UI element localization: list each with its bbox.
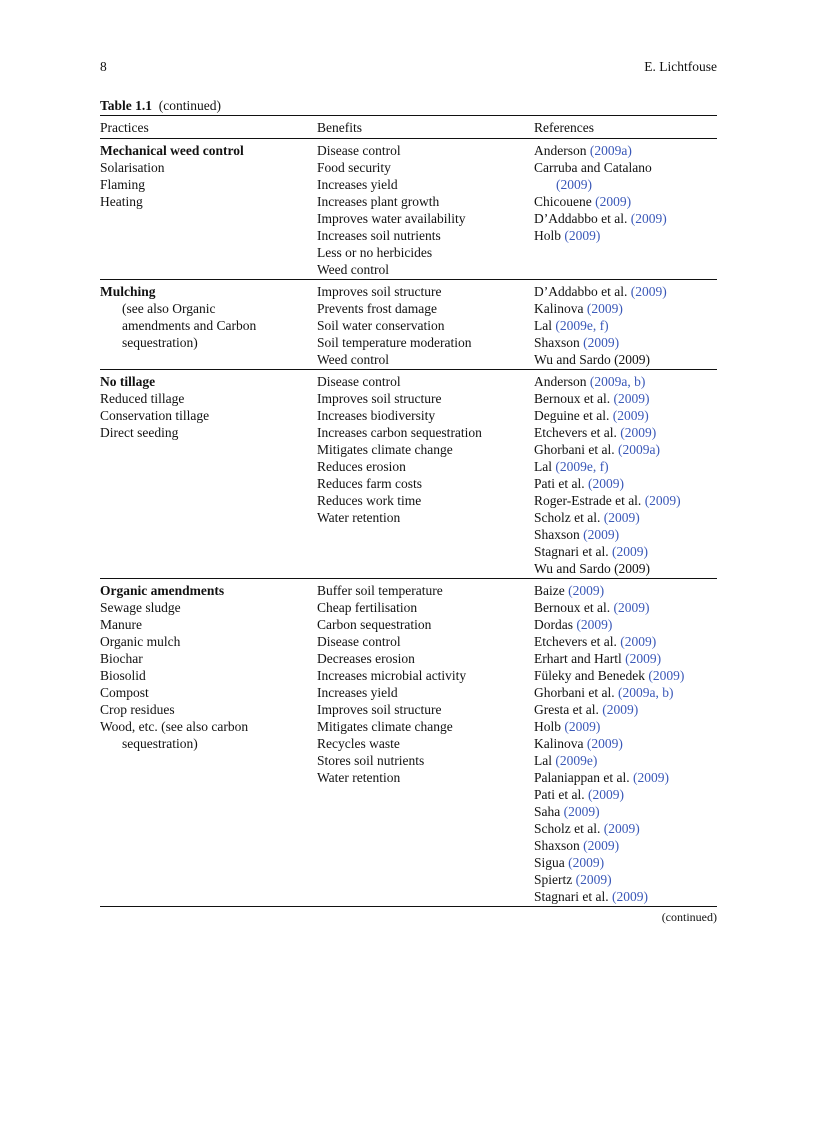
reference-item <box>534 820 717 837</box>
reference-year-link[interactable]: (2009) <box>648 668 685 683</box>
reference-author: Lal <box>534 459 556 474</box>
page-number: 8 <box>100 59 107 74</box>
reference-item <box>534 492 717 509</box>
table-footer <box>100 907 717 927</box>
column-header-references: References <box>534 120 594 135</box>
reference-author: Kalinova <box>534 736 587 751</box>
running-head <box>100 59 717 75</box>
reference-year-link[interactable]: (2009e) <box>555 753 598 768</box>
reference-author: Dordas <box>534 617 577 632</box>
reference-year-link[interactable]: (2009e, f) <box>555 318 609 333</box>
reference-item <box>534 142 717 159</box>
author-name: E. Lichtfouse <box>644 59 717 74</box>
references-cell <box>534 582 717 905</box>
practice-item: sequestration) <box>122 736 198 751</box>
reference-year-link[interactable]: (2009) <box>630 284 667 299</box>
practice-item: Compost <box>100 685 149 700</box>
reference-author: Deguine et al. <box>534 408 613 423</box>
practice-item: Conservation tillage <box>100 408 210 423</box>
benefit-item: Mitigates climate change <box>317 442 453 457</box>
reference-author: Roger-Estrade et al. <box>534 493 645 508</box>
benefits-cell <box>317 582 534 905</box>
reference-year-link[interactable]: (2009) <box>556 177 592 192</box>
references-cell <box>534 373 717 577</box>
reference-year-link[interactable]: (2009) <box>568 855 605 870</box>
reference-author: Holb <box>534 719 565 734</box>
benefit-item: Stores soil nutrients <box>317 753 425 768</box>
benefit-item: Increases microbial activity <box>317 668 467 683</box>
reference-item <box>534 786 717 803</box>
references-cell <box>534 283 717 368</box>
reference-item <box>534 227 717 244</box>
reference-year-link[interactable]: (2009a, b) <box>589 374 646 389</box>
reference-author: Pati et al. <box>534 476 588 491</box>
reference-author: Lal <box>534 753 556 768</box>
reference-item <box>534 526 717 543</box>
continued-note: (continued) <box>661 910 717 924</box>
reference-year-link[interactable]: (2009) <box>632 770 669 785</box>
reference-item <box>534 752 717 769</box>
reference-item <box>534 803 717 820</box>
practice-item: Biochar <box>100 651 143 666</box>
practices-cell <box>100 373 317 577</box>
practice-item: amendments and Carbon <box>122 318 257 333</box>
reference-year-link[interactable]: (2009) <box>583 838 620 853</box>
reference-author: D’Addabbo et al. <box>534 211 631 226</box>
practice-item: Direct seeding <box>100 425 179 440</box>
table-caption <box>100 98 221 114</box>
reference-item <box>534 441 717 458</box>
table-header-row <box>100 116 717 139</box>
reference-item <box>534 650 717 667</box>
reference-item <box>534 633 717 650</box>
reference-author: Füleky and Benedek <box>534 668 649 683</box>
reference-year-link[interactable]: (2009) <box>620 634 657 649</box>
practice-title: Mulching <box>100 284 156 299</box>
reference-year-link[interactable]: (2009) <box>595 194 632 209</box>
reference-year-link[interactable]: (2009) <box>603 821 640 836</box>
reference-item <box>534 684 717 701</box>
reference-year-link[interactable]: (2009) <box>613 391 650 406</box>
benefits-cell <box>317 142 534 278</box>
reference-author: D’Addabbo et al. <box>534 284 631 299</box>
benefit-item: Prevents frost damage <box>317 301 437 316</box>
reference-author: Palaniappan et al. <box>534 770 633 785</box>
reference-year-link[interactable]: (2009) <box>583 527 620 542</box>
benefit-item: Weed control <box>317 262 390 277</box>
practice-item: Flaming <box>100 177 146 192</box>
reference-year-link[interactable]: (2009) <box>564 719 601 734</box>
reference-year-link[interactable]: (2009e, f) <box>555 459 609 474</box>
benefit-item: Water retention <box>317 510 401 525</box>
reference-item <box>534 176 717 193</box>
reference-year-link[interactable]: (2009) <box>611 544 648 559</box>
reference-year-link[interactable]: (2009) <box>576 617 613 632</box>
reference-item <box>534 769 717 786</box>
reference-year-link[interactable]: (2009a, b) <box>617 685 674 700</box>
benefit-item: Disease control <box>317 634 401 649</box>
reference-author: Kalinova <box>534 301 587 316</box>
reference-author: Erhart and Hartl <box>534 651 626 666</box>
benefits-table <box>100 115 717 927</box>
reference-author: Scholz et al. <box>534 510 604 525</box>
practices-cell <box>100 283 317 368</box>
reference-year-link[interactable]: (2009) <box>602 702 639 717</box>
reference-item <box>534 159 717 176</box>
reference-item <box>534 560 717 577</box>
practice-item: Wood, etc. (see also carbon <box>100 719 249 734</box>
practice-title: Organic amendments <box>100 583 225 598</box>
column-header-practices: Practices <box>100 120 149 135</box>
practice-item: Sewage sludge <box>100 600 181 615</box>
reference-item <box>534 718 717 735</box>
reference-author: Etchevers et al. <box>534 634 621 649</box>
benefit-item: Improves soil structure <box>317 702 442 717</box>
table-row <box>100 370 717 579</box>
reference-author: Stagnari et al. <box>534 889 612 904</box>
benefit-item: Soil temperature moderation <box>317 335 472 350</box>
reference-year-link[interactable]: (2009) <box>644 493 681 508</box>
reference-author: Lal <box>534 318 556 333</box>
benefit-item: Soil water conservation <box>317 318 445 333</box>
reference-item <box>534 475 717 492</box>
benefit-item: Increases carbon sequestration <box>317 425 482 440</box>
reference-item <box>534 458 717 475</box>
reference-item <box>534 283 717 300</box>
reference-item <box>534 543 717 560</box>
benefit-item: Disease control <box>317 143 401 158</box>
reference-author: Baize <box>534 583 569 598</box>
practice-item: Organic mulch <box>100 634 181 649</box>
reference-item <box>534 616 717 633</box>
reference-author: Gresta et al. <box>534 702 603 717</box>
reference-author: Wu and Sardo (2009) <box>534 561 651 576</box>
practice-item: Manure <box>100 617 142 632</box>
table-body <box>100 139 717 907</box>
reference-item <box>534 582 717 599</box>
reference-year-link[interactable]: (2009) <box>586 736 623 751</box>
benefit-item: Increases yield <box>317 685 398 700</box>
table-row <box>100 579 717 907</box>
practices-cell <box>100 142 317 278</box>
benefit-item: Buffer soil temperature <box>317 583 443 598</box>
reference-year-link[interactable]: (2009) <box>603 510 640 525</box>
reference-year-link[interactable]: (2009) <box>620 425 657 440</box>
reference-item <box>534 300 717 317</box>
benefit-item: Weed control <box>317 352 390 367</box>
reference-item <box>534 599 717 616</box>
reference-author: Bernoux et al. <box>534 600 614 615</box>
reference-author: Chicouene <box>534 194 596 209</box>
reference-author: Shaxson <box>534 335 584 350</box>
benefit-item: Increases plant growth <box>317 194 440 209</box>
reference-author: Carruba and Catalano <box>534 160 652 175</box>
benefit-item: Disease control <box>317 374 401 389</box>
reference-author: Ghorbani et al. <box>534 442 618 457</box>
benefit-item: Cheap fertilisation <box>317 600 418 615</box>
reference-year-link[interactable]: (2009a) <box>589 143 632 158</box>
practice-item: Biosolid <box>100 668 146 683</box>
reference-item <box>534 837 717 854</box>
practice-item: (see also Organic <box>122 301 216 316</box>
benefit-item: Mitigates climate change <box>317 719 453 734</box>
benefit-item: Decreases erosion <box>317 651 415 666</box>
reference-item <box>534 735 717 752</box>
table-row <box>100 139 717 280</box>
benefit-item: Recycles waste <box>317 736 400 751</box>
reference-author: Anderson <box>534 374 590 389</box>
reference-item <box>534 424 717 441</box>
reference-author: Bernoux et al. <box>534 391 614 406</box>
benefit-item: Improves water availability <box>317 211 466 226</box>
reference-item <box>534 390 717 407</box>
practice-title: Mechanical weed control <box>100 143 244 158</box>
practice-item: Crop residues <box>100 702 175 717</box>
reference-year-link[interactable]: (2009) <box>613 600 650 615</box>
reference-item <box>534 334 717 351</box>
reference-year-link[interactable]: (2009) <box>588 787 624 802</box>
table-row <box>100 280 717 370</box>
reference-item <box>534 667 717 684</box>
reference-item <box>534 317 717 334</box>
benefit-item: Increases biodiversity <box>317 408 436 423</box>
reference-item <box>534 210 717 227</box>
reference-author: Saha <box>534 804 564 819</box>
reference-item <box>534 871 717 888</box>
reference-year-link[interactable]: (2009) <box>611 889 648 904</box>
reference-item <box>534 373 717 390</box>
practice-item: Reduced tillage <box>100 391 185 406</box>
reference-item <box>534 888 717 905</box>
benefit-item: Reduces farm costs <box>317 476 422 491</box>
table-caption-note: (continued) <box>158 98 222 113</box>
reference-item <box>534 193 717 210</box>
reference-author: Anderson <box>534 143 590 158</box>
benefit-item: Carbon sequestration <box>317 617 432 632</box>
reference-year-link[interactable]: (2009) <box>630 211 667 226</box>
reference-author: Sigua <box>534 855 569 870</box>
benefit-item: Increases yield <box>317 177 398 192</box>
practice-item: sequestration) <box>122 335 198 350</box>
practice-item: Solarisation <box>100 160 165 175</box>
reference-item <box>534 351 717 368</box>
reference-year-link[interactable]: (2009a) <box>617 442 660 457</box>
reference-author: Shaxson <box>534 838 584 853</box>
column-header-benefits: Benefits <box>317 120 362 135</box>
benefit-item: Water retention <box>317 770 401 785</box>
reference-author: Spiertz <box>534 872 576 887</box>
reference-author: Pati et al. <box>534 787 588 802</box>
benefit-item: Improves soil structure <box>317 284 442 299</box>
reference-year-link[interactable]: (2009) <box>612 408 649 423</box>
benefit-item: Less or no herbicides <box>317 245 433 260</box>
reference-year-link[interactable]: (2009) <box>625 651 662 666</box>
benefit-item: Improves soil structure <box>317 391 442 406</box>
reference-year-link[interactable]: (2009) <box>568 583 605 598</box>
benefit-item: Reduces erosion <box>317 459 406 474</box>
reference-author: Holb <box>534 228 565 243</box>
benefit-item: Increases soil nutrients <box>317 228 441 243</box>
benefits-cell <box>317 373 534 577</box>
benefit-item: Reduces work time <box>317 493 422 508</box>
reference-author: Wu and Sardo (2009) <box>534 352 651 367</box>
reference-item <box>534 854 717 871</box>
benefit-item: Food security <box>317 160 391 175</box>
reference-year-link[interactable]: (2009) <box>583 335 620 350</box>
practice-item: Heating <box>100 194 143 209</box>
reference-item <box>534 509 717 526</box>
table-label: Table 1.1 <box>100 98 153 113</box>
reference-author: Shaxson <box>534 527 584 542</box>
practices-cell <box>100 582 317 905</box>
reference-item <box>534 407 717 424</box>
reference-item <box>534 701 717 718</box>
reference-author: Stagnari et al. <box>534 544 612 559</box>
reference-author: Etchevers et al. <box>534 425 621 440</box>
reference-year-link[interactable]: (2009) <box>588 476 624 491</box>
benefits-cell <box>317 283 534 368</box>
reference-year-link[interactable]: (2009) <box>564 228 601 243</box>
practice-title: No tillage <box>100 374 156 389</box>
references-cell <box>534 142 717 278</box>
reference-author: Scholz et al. <box>534 821 604 836</box>
reference-year-link[interactable]: (2009) <box>575 872 612 887</box>
reference-author: Ghorbani et al. <box>534 685 618 700</box>
reference-year-link[interactable]: (2009) <box>586 301 623 316</box>
reference-year-link[interactable]: (2009) <box>563 804 600 819</box>
